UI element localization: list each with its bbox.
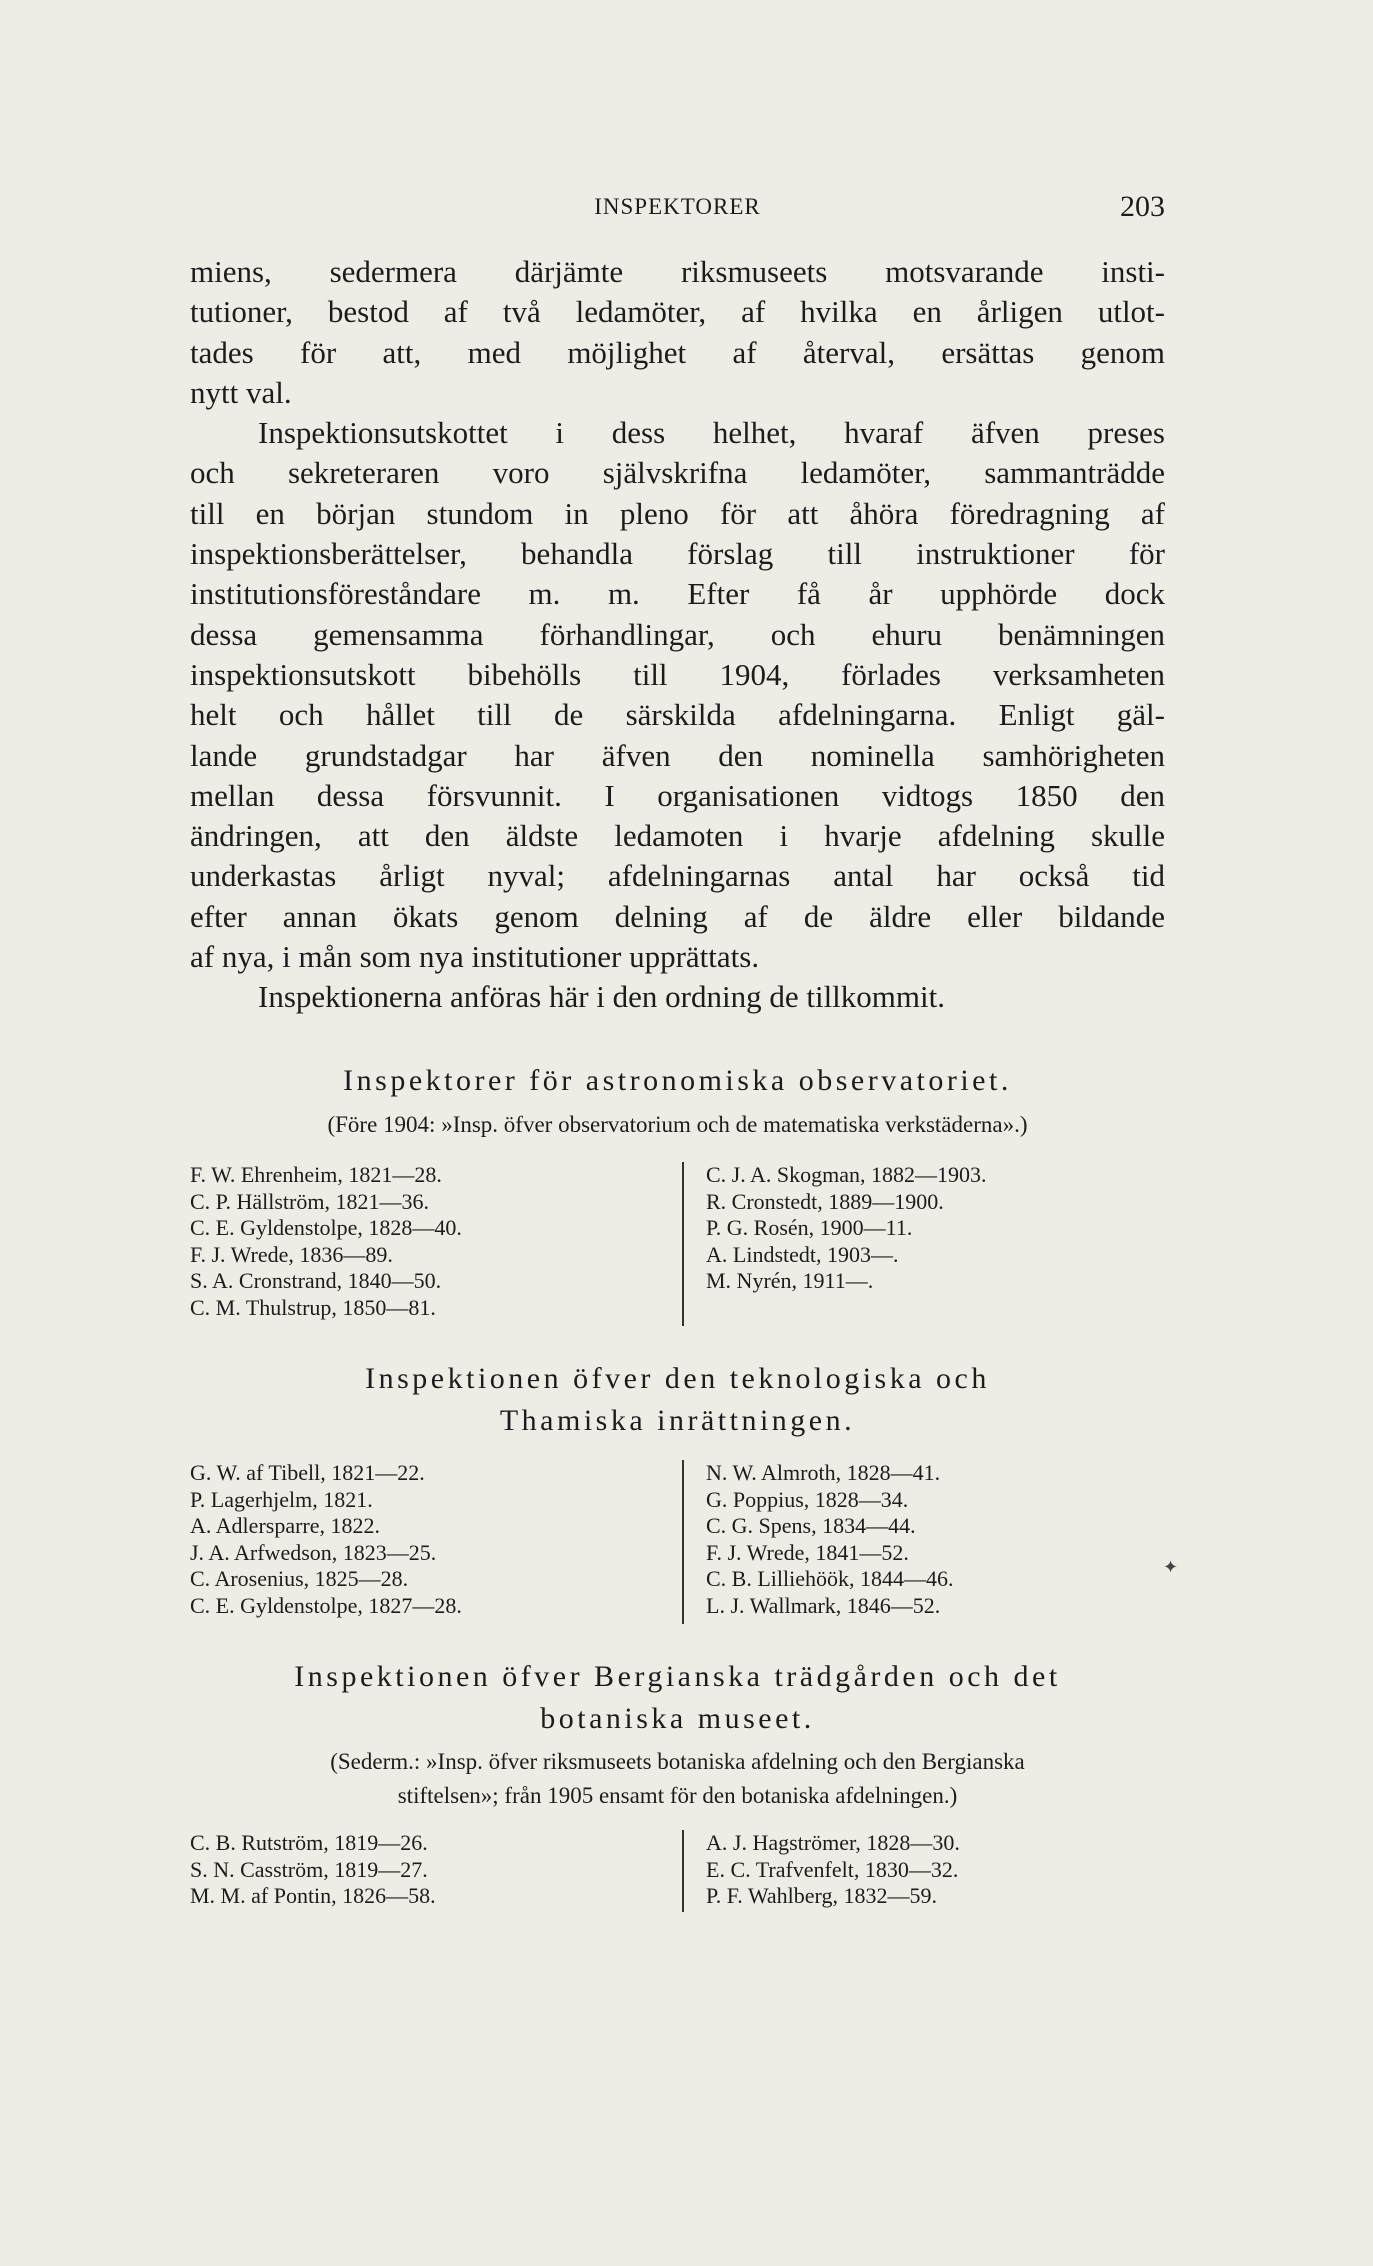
heading-line: Inspektionen öfver den teknologiska och	[365, 1362, 990, 1395]
list-item: L. J. Wallmark, 1846—52.	[706, 1592, 941, 1618]
list-item: C. P. Hällström, 1821—36.	[190, 1188, 429, 1214]
list-item: C. E. Gyldenstolpe, 1827—28.	[190, 1592, 462, 1618]
list-item: E. C. Trafvenfelt, 1830—32.	[706, 1856, 959, 1882]
section-heading-technology	[190, 1358, 1165, 1442]
list-item: C. J. A. Skogman, 1882—1903.	[706, 1162, 987, 1187]
heading-line: botaniska museet.	[540, 1702, 815, 1735]
body-text	[190, 252, 1165, 1018]
list-item: M. M. af Pontin, 1826—58.	[190, 1883, 436, 1908]
text-line: dessa gemensamma förhandlingar, och ehuru benämningen	[190, 616, 1165, 652]
note-line: (Före 1904: »Insp. öfver observatorium och de matematiska verkstäderna».)	[327, 1112, 1028, 1137]
text-line: tades för att, med möjlighet af återval, ersättas genom	[190, 334, 1165, 370]
note-line: (Sederm.: »Insp. öfver riksmuseets botaniska afdelning och den Bergianska	[330, 1749, 1025, 1774]
list-item: C. B. Rutström, 1819—26.	[190, 1830, 428, 1855]
page-number: 203	[1120, 190, 1165, 223]
ink-mark: ✦	[1163, 1557, 1179, 1577]
heading-line: Thamiska inrättningen.	[499, 1404, 856, 1437]
section-heading-astronomy	[190, 1060, 1165, 1102]
name-list-right	[706, 1830, 960, 1910]
column-divider	[682, 1162, 684, 1326]
text-line: tutioner, bestod af två ledamöter, af hvilka en årligen utlot-	[190, 294, 1165, 330]
list-item: F. J. Wrede, 1841—52.	[706, 1539, 909, 1565]
list-item: G. Poppius, 1828—34.	[706, 1486, 909, 1512]
heading-line: Inspektorer för astronomiska observatoriet.	[343, 1064, 1012, 1097]
list-item: A. J. Hagströmer, 1828—30.	[706, 1830, 960, 1855]
text-line: och sekreteraren voro självskrifna ledamöter, sammanträdde	[190, 455, 1165, 491]
text-line: underkastas årligt nyval; afdelningarnas antal har också tid	[190, 858, 1165, 894]
heading-line: Inspektionen öfver Bergianska trädgården och det	[294, 1660, 1061, 1693]
section-heading-botany	[190, 1656, 1165, 1740]
column-divider	[682, 1830, 684, 1912]
list-item: C. Arosenius, 1825—28.	[190, 1566, 409, 1591]
text-line: inspektionsutskott bibehölls till 1904, förlades verksamheten	[190, 656, 1165, 692]
column-divider	[682, 1460, 684, 1624]
list-item: C. M. Thulstrup, 1850—81.	[190, 1294, 436, 1320]
text-line: mellan dessa försvunnit. I organisationen vidtogs 1850 den	[190, 777, 1165, 813]
text-line: Inspektionerna anföras här i den ordning de tillkommit.	[258, 979, 945, 1015]
text-line: institutionsföreståndare m. m. Efter få år upphörde dock	[190, 576, 1165, 612]
list-item: C. E. Gyldenstolpe, 1828—40.	[190, 1215, 462, 1240]
text-line: nytt val.	[190, 374, 292, 410]
list-item: S. N. Casström, 1819—27.	[190, 1856, 428, 1882]
name-list-right	[706, 1460, 954, 1619]
section-note-botany	[190, 1745, 1165, 1813]
list-item: C. B. Lilliehöök, 1844—46.	[706, 1566, 954, 1591]
name-list-right	[706, 1162, 987, 1295]
text-line: till en början stundom in pleno för att åhöra föredragning af	[190, 495, 1165, 531]
running-title: INSPEKTORER	[594, 194, 761, 219]
list-item: R. Cronstedt, 1889—1900.	[706, 1188, 944, 1214]
text-line: ändringen, att den äldste ledamoten i hvarje afdelning skulle	[190, 818, 1165, 854]
name-list-left	[190, 1830, 436, 1910]
list-item: F. W. Ehrenheim, 1821—28.	[190, 1162, 442, 1187]
list-item: P. G. Rosén, 1900—11.	[706, 1215, 913, 1240]
list-item: S. A. Cronstrand, 1840—50.	[190, 1268, 442, 1293]
list-item: M. Nyrén, 1911—.	[706, 1268, 874, 1293]
list-item: A. Lindstedt, 1903—.	[706, 1241, 899, 1267]
text-line: inspektionsberättelser, behandla förslag till instruktioner för	[190, 536, 1165, 572]
list-item: N. W. Almroth, 1828—41.	[706, 1460, 941, 1485]
text-line: Inspektionsutskottet i dess helhet, hvaraf äfven preses	[258, 415, 1165, 451]
name-list-left	[190, 1162, 462, 1321]
text-line: lande grundstadgar har äfven den nominella samhörigheten	[190, 737, 1165, 773]
running-head	[190, 190, 1165, 230]
section-note-astronomy	[190, 1108, 1165, 1142]
list-item: G. W. af Tibell, 1821—22.	[190, 1460, 425, 1485]
note-line: stiftelsen»; från 1905 ensamt för den botaniska afdelningen.)	[397, 1783, 958, 1808]
text-line: af nya, i mån som nya institutioner upprättats.	[190, 939, 760, 975]
name-list-left	[190, 1460, 462, 1619]
text-line: miens, sedermera därjämte riksmuseets motsvarande insti-	[190, 254, 1165, 289]
list-item: J. A. Arfwedson, 1823—25.	[190, 1539, 437, 1565]
list-item: A. Adlersparre, 1822.	[190, 1513, 381, 1538]
list-item: P. Lagerhjelm, 1821.	[190, 1486, 373, 1512]
list-item: F. J. Wrede, 1836—89.	[190, 1241, 393, 1267]
text-line: efter annan ökats genom delning af de äldre eller bildande	[190, 898, 1165, 934]
text-line: helt och hållet till de särskilda afdelningarna. Enligt gäl-	[190, 697, 1165, 733]
list-item: P. F. Wahlberg, 1832—59.	[706, 1883, 937, 1908]
list-item: C. G. Spens, 1834—44.	[706, 1513, 916, 1538]
